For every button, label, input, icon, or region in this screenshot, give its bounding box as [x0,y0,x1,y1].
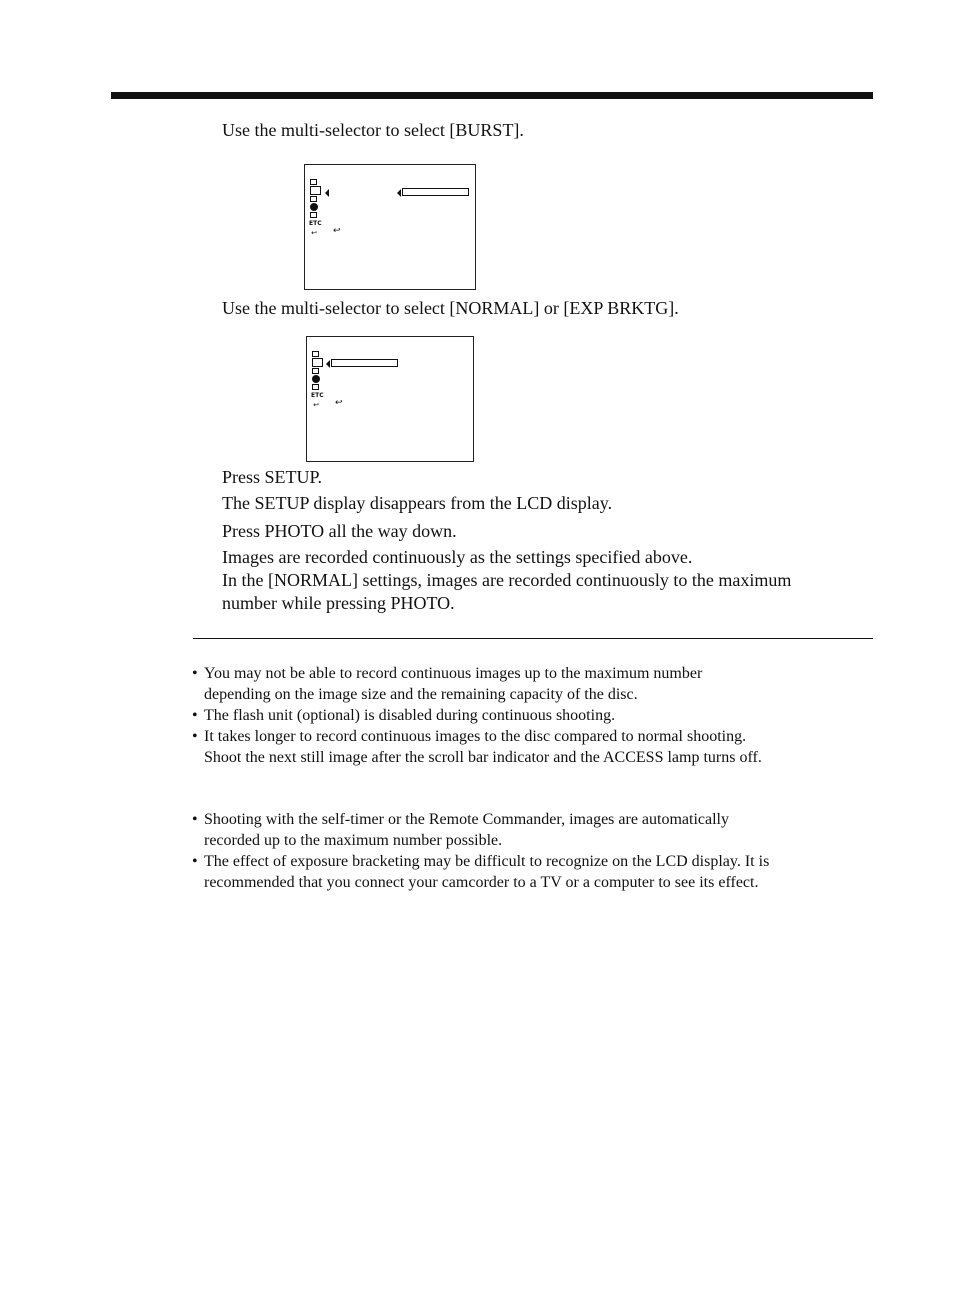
note-item [192,726,882,768]
lcd-setup-screen-mode [306,336,474,462]
step-setup-result: The SETUP display disappears from the LCD display. [222,493,613,513]
pointer-left-icon [326,360,330,368]
bullet: • [192,811,198,828]
step-press-setup: Press SETUP. [222,467,323,487]
note-item [192,663,882,705]
lcd-set-icon [310,212,317,218]
note-line: depending on the image size and the remaining capacity of the disc. [204,686,638,703]
bullet: • [192,707,198,724]
return-arrow-icon: ↩ [335,398,343,408]
return-arrow-icon: ↩ [333,226,341,236]
camera-set-selected-icon [310,186,321,195]
notes-group-2 [192,809,882,893]
note-line: The flash unit (optional) is disabled during continuous shooting. [204,707,616,724]
lcd-set-icon [312,384,319,390]
pointer-left-icon [397,189,401,197]
etc-icon: ETC [311,392,324,399]
step-select-burst: Use the multi-selector to select [BURST]. [222,120,524,140]
note-item [192,705,882,726]
camera-set-selected-icon [312,358,323,367]
note-line: Shoot the next still image after the scroll bar indicator and the ACCESS lamp turns off. [204,749,762,766]
selection-bar [402,188,469,196]
notes-group-1 [192,663,882,768]
note-line: recommended that you connect your camcorder to a TV or a computer to see its effect. [204,874,759,891]
step-normal-note-line1: In the [NORMAL] settings, images are recorded continuously to the maximum [222,570,792,590]
disc-set-icon [310,203,318,211]
note-line: It takes longer to record continuous images to the disc compared to normal shooting. [204,728,747,745]
step-photo-result: Images are recorded continuously as the settings specified above. [222,547,693,567]
note-item [192,851,882,893]
bullet: • [192,853,198,870]
pointer-left-icon [325,189,329,197]
bullet: • [192,728,198,745]
note-line: You may not be able to record continuous images up to the maximum number [204,665,703,682]
note-line: The effect of exposure bracketing may be difficult to recognize on the LCD display. It is [204,853,770,870]
etc-icon: ETC [309,220,322,227]
selection-bar [331,359,398,367]
note-line: Shooting with the self-timer or the Remote Commander, images are automatically [204,811,729,828]
disc-set-icon [312,375,320,383]
section-rule [193,638,873,639]
playback-set-icon [310,196,317,202]
return-icon: ↩ [313,401,319,409]
header-rule [111,92,873,99]
menu-icon-column [309,179,323,239]
camera-set-icon [310,179,317,185]
step-select-mode: Use the multi-selector to select [NORMAL] or [EXP BRKTG]. [222,298,679,318]
camera-set-icon [312,351,319,357]
bullet: • [192,665,198,682]
lcd-setup-screen-burst [304,164,476,290]
step-press-photo: Press PHOTO all the way down. [222,521,457,541]
note-line: recorded up to the maximum number possible. [204,832,503,849]
return-icon: ↩ [311,229,317,237]
step-normal-note-line2: number while pressing PHOTO. [222,593,455,613]
note-item [192,809,882,851]
menu-icon-column [311,351,325,411]
playback-set-icon [312,368,319,374]
